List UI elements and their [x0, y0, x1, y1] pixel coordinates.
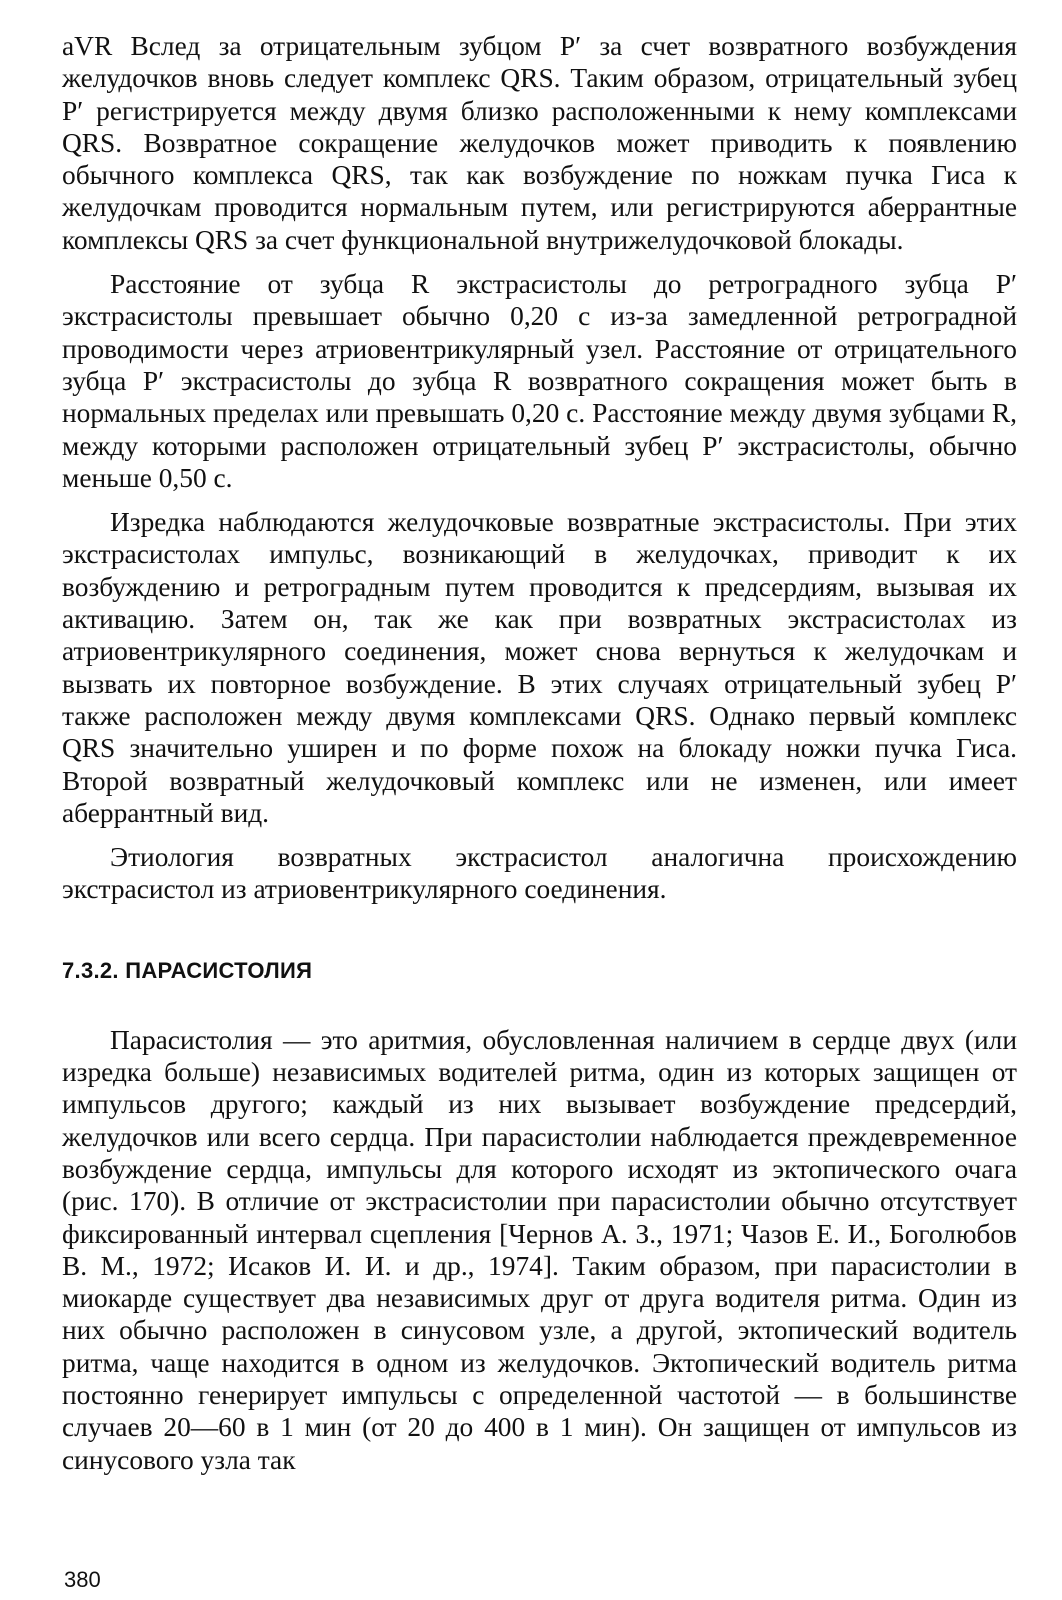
paragraph-reentry-atrioventricular: aVR Вслед за отрицательным зубцом P′ за счет возвратного возбуждения желудочков вновь следует комплекс QRS. Таким образом, отрицательный зубец P′ регистрируется между двумя близко расположенными к нему комплексами QRS. Возвратное сокращение желудочков может приводить к появлению обычного комплекса QRS, так как возбуждение по ножкам пучка Гиса к желудочкам проводится нормальным путем, или регистрируются аберрантные комплексы QRS за счет функциональной внутрижелудочковой блокады.	[62, 31, 1017, 255]
paragraph-ventricular-reentry: Изредка наблюдаются желудочковые возвратные экстрасистолы. При этих экстрасистолах импульс, возникающий в желудочках, приводит к их возбуждению и ретроградным путем проводится к предсердиям, вызывая их активацию. Затем он, так же как при возвратных экстрасистолах из атриовентрикулярного соединения, может снова вернуться к желудочкам и вызвать их повторное возбуждение. В этих случаях отрицательный зубец P′ также расположен между двумя комплексами QRS. Однако первый комплекс QRS значительно уширен и по форме похож на блокаду ножки пучка Гиса. Второй возвратный желудочковый комплекс или не изменен, или имеет аберрантный вид.	[62, 507, 1017, 828]
page-number: 380	[64, 1567, 101, 1592]
paragraph-intervals: Расстояние от зубца R экстрасистолы до ретроградного зубца P′ экстрасистолы превышает обычно 0,20 с из-за замедленной ретроградной проводимости через атриовентрикулярный узел. Расстояние от отрицательного зубца P′ экстрасистолы до зубца R возвратного сокращения может быть в нормальных пределах или превышать 0,20 с. Расстояние между двумя зубцами R, между которыми расположен отрицательный зубец P′ экстрасистолы, обычно меньше 0,50 с.	[62, 269, 1017, 493]
paragraph-parasystole: Парасистолия — это аритмия, обусловленная наличием в сердце двух (или изредка больше) независимых водителей ритма, один из которых защищен от импульсов другого; каждый из них вызывает возбуждение предсердий, желудочков или всего сердца. При парасистолии наблюдается преждевременное возбуждение сердца, импульсы для которого исходят из эктопического очага (рис. 170). В отличие от экстрасистолии при парасистолии обычно отсутствует фиксированный интервал сцепления [Чернов А. З., 1971; Чазов Е. И., Боголюбов В. М., 1972; Исаков И. И. и др., 1974]. Таким образом, при парасистолии в миокарде существует два независимых друг от друга водителя ритма. Один из них обычно расположен в синусовом узле, а другой, эктопический водитель ритма, чаще находится в одном из желудочков. Эктопический водитель ритма постоянно генерирует импульсы с определенной частотой — в большинстве случаев 20—60 в 1 мин (от 20 до 400 в 1 мин). Он защищен от импульсов из синусового узла так	[62, 1024, 1017, 1475]
paragraph-etiology: Этиология возвратных экстрасистол аналогична происхождению экстрасистол из атриовентрикулярного соединения.	[62, 842, 1017, 905]
book-page	[62, 30, 1017, 1476]
section-heading: 7.3.2. ПАРАСИСТОЛИЯ	[62, 957, 313, 983]
